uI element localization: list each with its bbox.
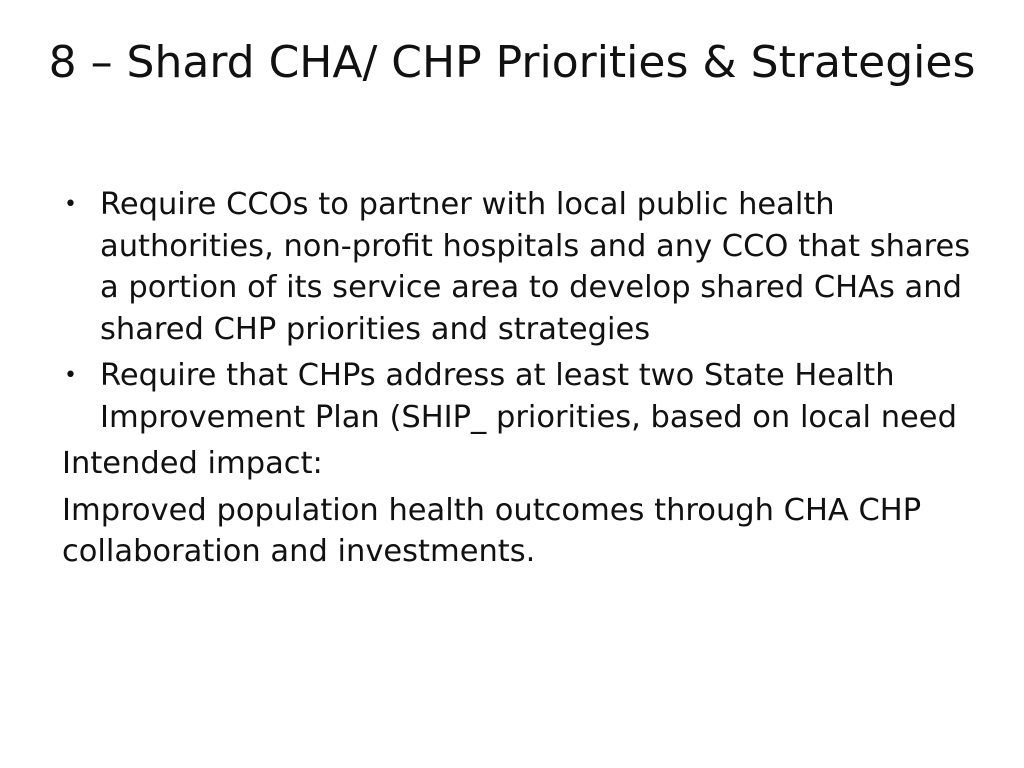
bullet-icon: •	[64, 363, 77, 388]
bullet-text: Require that CHPs address at least two State Health Improvement Plan (SHIP_ priorities, based on local need	[100, 358, 957, 435]
impact-text: Improved population health outcomes through CHA CHP collaboration and investments.	[62, 492, 922, 569]
impact-label: Intended impact:	[62, 446, 323, 481]
slide-body	[62, 184, 974, 578]
slide-title: 8 – Shard CHA/ CHP Priorities & Strategies	[48, 37, 976, 88]
bullet-item	[62, 184, 974, 350]
bullet-item	[62, 355, 974, 438]
bullet-text: Require CCOs to partner with local public health authorities, non-profit hospitals and any CCO that shares a portion of its service area to develop shared CHAs and shared CHP priorities and strategies	[100, 187, 971, 347]
bullet-icon: •	[64, 192, 77, 217]
